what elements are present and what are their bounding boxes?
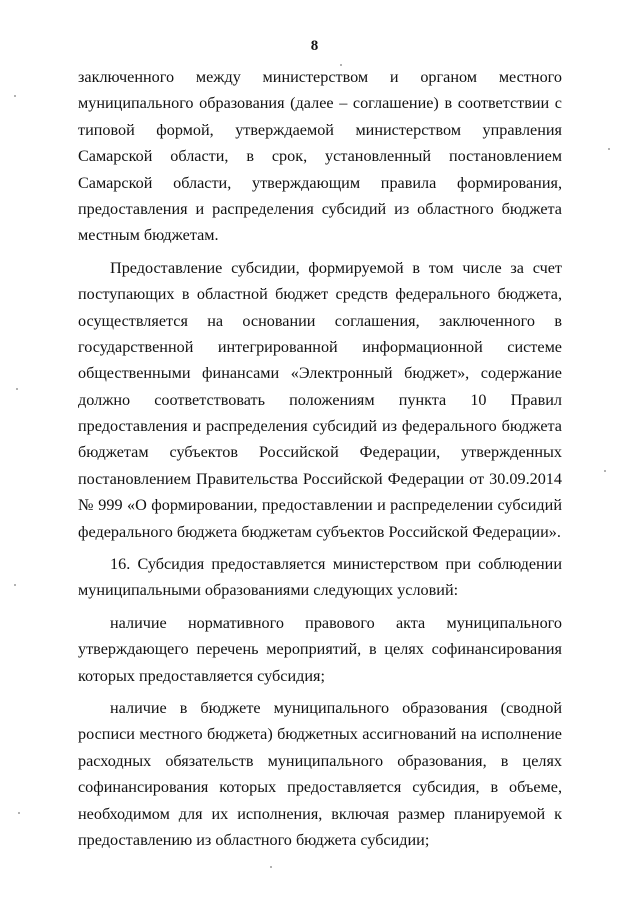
text-line: расходных обязательств муниципального образования, в целях	[78, 751, 562, 770]
text-line: заключенного между министерством и органом местного	[78, 68, 562, 86]
text-line: № 999 «О формировании, предоставлении и распределении субсидий	[78, 496, 562, 515]
text-line: Предоставление субсидии, формируемой в том числе за счет	[110, 258, 562, 277]
text-line: типовой формой, утверждаемой министерством управления	[78, 120, 562, 139]
text-line: наличие в бюджете муниципального образования (сводной	[110, 698, 562, 717]
paragraph	[78, 610, 562, 689]
text-line: необходимом для их исполнения, включая размер планируемой к	[78, 804, 562, 823]
text-line: общественными финансами «Электронный бюджет», содержание	[78, 364, 562, 383]
text-line: которых предоставляется субсидия;	[78, 666, 325, 685]
paragraph	[78, 551, 562, 604]
text-line: Самарской области, утверждающим правила формирования,	[78, 173, 562, 192]
text-line: поступающих в областной бюджет средств федерального бюджета,	[78, 285, 562, 304]
text-line: постановлением Правительства Российской Федерации от 30.09.2014	[78, 469, 562, 488]
text-line: должно соответствовать положениям пункта 10 Правил	[78, 390, 562, 409]
text-line: росписи местного бюджета) бюджетных ассигнований на исполнение	[78, 725, 562, 744]
text-line: муниципальными образованиями следующих условий:	[78, 581, 459, 600]
text-line: предоставлению из областного бюджета субсидии;	[78, 830, 430, 849]
text-line: утверждающего перечень мероприятий, в целях софинансирования	[78, 640, 562, 659]
text-line: 16. Субсидия предоставляется министерством при соблюдении	[110, 555, 562, 574]
text-line: бюджетам субъектов Российской Федерации, утвержденных	[78, 443, 562, 462]
text-line: федерального бюджета бюджетам субъектов Российской Федерации».	[78, 522, 561, 541]
page-number: 8	[310, 38, 319, 54]
paragraph	[78, 64, 562, 249]
text-line: осуществляется на основании соглашения, заключенного в	[78, 311, 562, 330]
paragraph	[78, 255, 562, 545]
text-line: местным бюджетам.	[78, 226, 219, 245]
text-line: наличие нормативного правового акта муниципального	[110, 613, 562, 632]
document-body	[78, 64, 562, 859]
text-line: предоставления и распределения субсидий из федерального бюджета	[78, 417, 562, 436]
paragraph	[78, 695, 562, 853]
text-line: муниципального образования (далее – соглашение) в соответствии с	[78, 94, 562, 113]
text-line: предоставления и распределения субсидий из областного бюджета	[78, 199, 562, 218]
text-line: государственной интегрированной информационной системе	[78, 337, 562, 356]
text-line: Самарской области, в срок, установленный постановлением	[78, 147, 562, 166]
text-line: софинансирования которых предоставляется субсидия, в объеме,	[78, 778, 562, 797]
